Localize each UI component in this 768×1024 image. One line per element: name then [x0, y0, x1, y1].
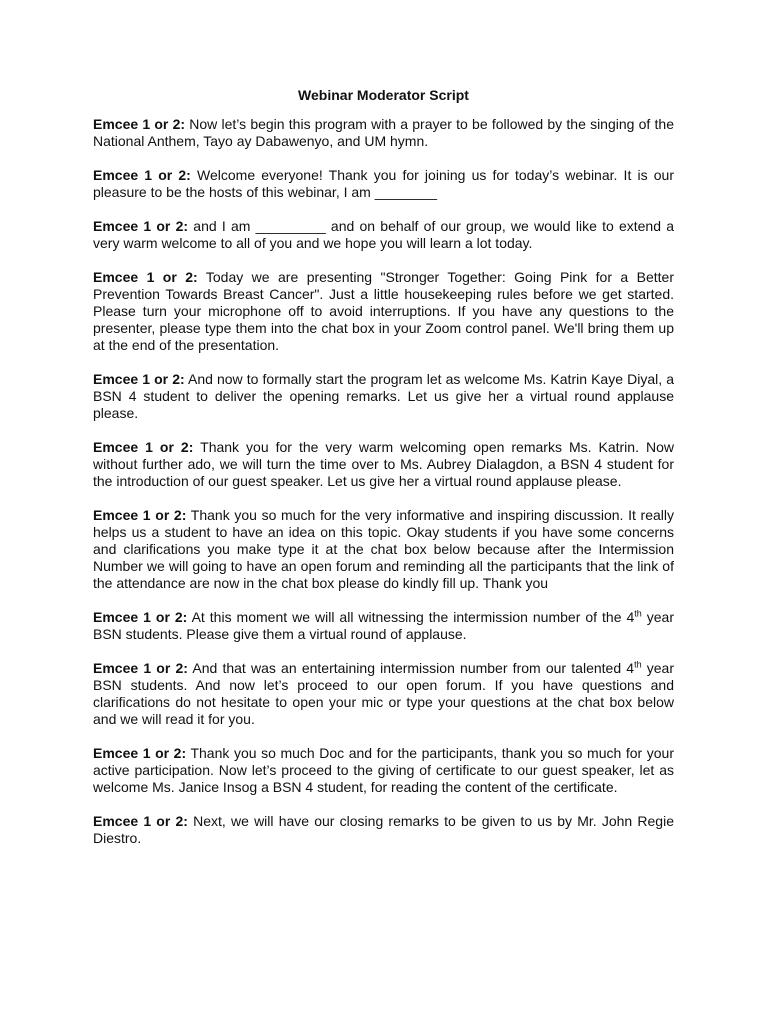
script-paragraph-9 [93, 660, 674, 728]
speaker-label: Emcee 1 or 2: [93, 660, 188, 676]
document-title: Webinar Moderator Script [298, 87, 469, 103]
paragraph-text: Thank you for the very warm welcoming open remarks Ms. Katrin. Now without further ado, we will turn the time over to Ms. Aubrey Dialagdon, a BSN 4 student for the introduction of our guest speaker. Let us give her a virtual round applause please. [93, 439, 674, 489]
script-paragraph-5 [93, 371, 674, 422]
paragraph-text: Today we are presenting "Stronger Together: Going Pink for a Better Prevention Towards Breast Cancer". Just a little housekeeping rules before we get started. Please turn your microphone off to avoid interruptions. If you have any questions to the presenter, please type them into the chat box in your Zoom control panel. We'll bring them up at the end of the presentation. [93, 269, 674, 353]
speaker-label: Emcee 1 or 2: [93, 745, 187, 761]
script-paragraph-8 [93, 609, 674, 643]
script-paragraph-7 [93, 507, 674, 592]
speaker-label: Emcee 1 or 2: [93, 439, 194, 455]
script-paragraph-3 [93, 218, 674, 252]
speaker-label: Emcee 1 or 2: [93, 813, 188, 829]
script-paragraph-2 [93, 167, 674, 201]
script-paragraph-4 [93, 269, 674, 354]
paragraph-text: Next, we will have our closing remarks to be given to us by Mr. John Regie Diestro. [93, 813, 674, 846]
speaker-label: Emcee 1 or 2: [93, 218, 189, 234]
paragraph-text: and I am _________ and on behalf of our group, we would like to extend a very warm welcome to all of you and we hope you will learn a lot today. [93, 218, 675, 251]
speaker-label: Emcee 1 or 2: [93, 609, 188, 625]
paragraph-text: Now let’s begin this program with a prayer to be followed by the singing of the National Anthem, Tayo ay Dabawenyo, and UM hymn. [93, 116, 674, 149]
paragraph-text: And now to formally start the program let as welcome Ms. Katrin Kaye Diyal, a BSN 4 student to deliver the opening remarks. Let us give her a virtual round applause please. [93, 371, 674, 421]
speaker-label: Emcee 1 or 2: [93, 116, 186, 132]
speaker-label: Emcee 1 or 2: [93, 269, 198, 285]
speaker-label: Emcee 1 or 2: [93, 371, 185, 387]
paragraph-text: year BSN students. Please give them a virtual round of applause. [93, 609, 674, 642]
speaker-label: Emcee 1 or 2: [93, 167, 191, 183]
paragraph-text: Welcome everyone! Thank you for joining us for today’s webinar. It is our pleasure to be the hosts of this webinar, I am ________ [93, 167, 674, 200]
script-paragraph-10 [93, 745, 674, 796]
paragraph-text: And that was an entertaining intermission number from our talented 4 [192, 660, 635, 676]
script-paragraph-6 [93, 439, 674, 490]
paragraph-text: Thank you so much for the very informative and inspiring discussion. It really helps us a student to have an idea on this topic. Okay students if you have some concerns and clarifications you make type it at the chat box below because after the Intermission Number we will going to have an open forum and reminding all the participants that the link of the attendance are now in the chat box please do kindly fill up. Thank you [93, 507, 674, 591]
script-paragraph-1 [93, 116, 674, 150]
ordinal-suffix: th [634, 608, 642, 619]
paragraph-text: year BSN students. And now let’s proceed to our open forum. If you have questions and clarifications do not hesitate to open your mic or type your questions at the chat box below and we will read it for you. [93, 660, 675, 727]
paragraph-text: Thank you so much Doc and for the participants, thank you so much for your active participation. Now let’s proceed to the giving of certificate to our guest speaker, let as welcome Ms. Janice Insog a BSN 4 student, for reading the content of the certificate. [93, 745, 674, 795]
document-page [93, 86, 674, 864]
speaker-label: Emcee 1 or 2: [93, 507, 187, 523]
paragraph-text: At this moment we will all witnessing the intermission number of the 4 [191, 609, 635, 625]
script-paragraph-11 [93, 813, 674, 847]
ordinal-suffix: th [634, 659, 642, 670]
